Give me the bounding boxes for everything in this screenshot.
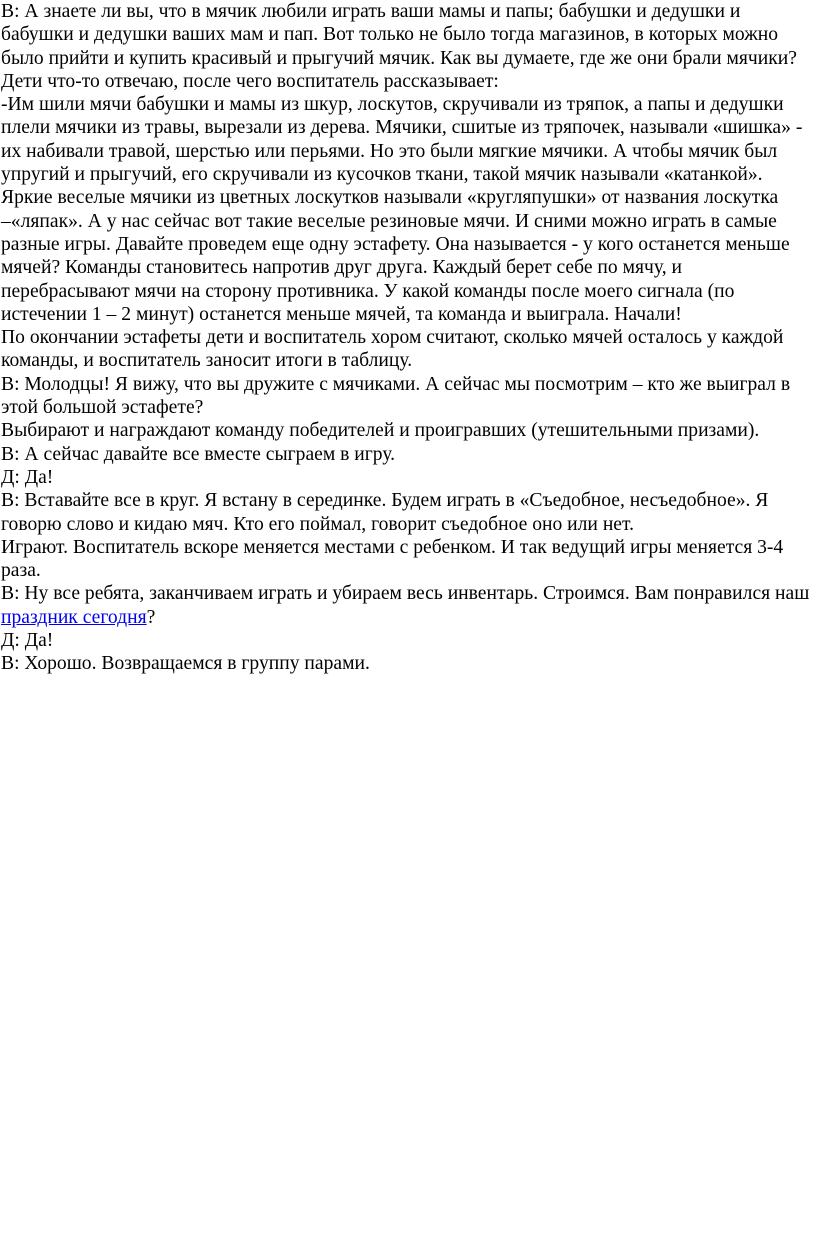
finish-text-after: ? bbox=[146, 606, 156, 628]
paragraph-play-game: В: А сейчас давайте все вместе сыграем в игру. bbox=[1, 443, 396, 465]
paragraph-winner-question: В: Молодцы! Я вижу, что вы дружите с мячиками. А сейчас мы посмотрим – кто же выиграл в этой большой эстафете? bbox=[1, 373, 791, 419]
paragraph-finish bbox=[1, 582, 814, 629]
paragraph-children-answer: Дети что-то отвечаю, после чего воспитатель рассказывает: bbox=[1, 70, 499, 92]
finish-text-before: В: Ну все ребята, заканчиваем играть и убираем весь инвентарь. Строимся. Вам понравился наш bbox=[1, 583, 810, 605]
paragraph-children-yes-final: Д: Да! bbox=[1, 630, 54, 652]
paragraph-relay-count: По окончании эстафеты дети и воспитатель хором считают, сколько мячей осталось у каждой команды, и воспитатель заносит итоги в таблицу. bbox=[1, 327, 784, 372]
paragraph-intro-question: В: А знаете ли вы, что в мячик любили играть ваши мамы и папы; бабушки и дедушки и бабушки и дедушки ваших мам и пап. Вот только не было тогда магазинов, в которых можно было прийти и купить красивый и прыгучий мячик. Как вы думаете, где же они брали мячики? bbox=[1, 1, 797, 69]
holiday-link[interactable]: праздник сегодня bbox=[1, 606, 147, 628]
paragraph-return-group: В: Хорошо. Возвращаемся в группу парами. bbox=[1, 653, 370, 675]
paragraph-children-yes: Д: Да! bbox=[1, 466, 54, 488]
paragraph-awards: Выбирают и награждают команду победителей и проигравших (утешительными призами). bbox=[1, 420, 760, 442]
paragraph-game-rules: В: Вставайте все в круг. Я встану в серединке. Будем играть в «Съедобное, несъедобное». Я говорю слово и кидаю мяч. Кто его поймал, говорит съедобное оно или нет. bbox=[1, 490, 769, 535]
paragraph-game-play: Играют. Воспитатель вскоре меняется местами с ребенком. И так ведущий игры меняется 3-4 раза. bbox=[1, 536, 784, 582]
paragraph-ball-history: -Им шили мячи бабушки и мамы из шкур, лоскутов, скручивали из тряпок, а папы и дедушки плели мячики из травы, вырезали из дерева. Мячики, сшитые из тряпочек, называли «шишка» - их набивали травой, шерстью или перьями. Но это были мягкие мячики. А чтобы мячик был упругий и прыгучий, его скручивали из кусочков ткани, такой мячик называли «катанкой». Яркие веселые мячики из цветных лоскутков называли «кругляпушки» от названия лоскутка –«ляпак». А у нас сейчас вот такие веселые резиновые мячи. И сними можно играть в самые разные игры. Давайте проведем еще одну эстафету. Она называется - у кого останется меньше мячей? Команды становитесь напротив друг друга. Каждый берет себе по мячу, и перебрасывают мячи на сторону противника. У какой команды после моего сигнала (по истечении 1 – 2 минут) останется меньше мячей, та команда и выиграла. Начали! bbox=[1, 94, 803, 325]
